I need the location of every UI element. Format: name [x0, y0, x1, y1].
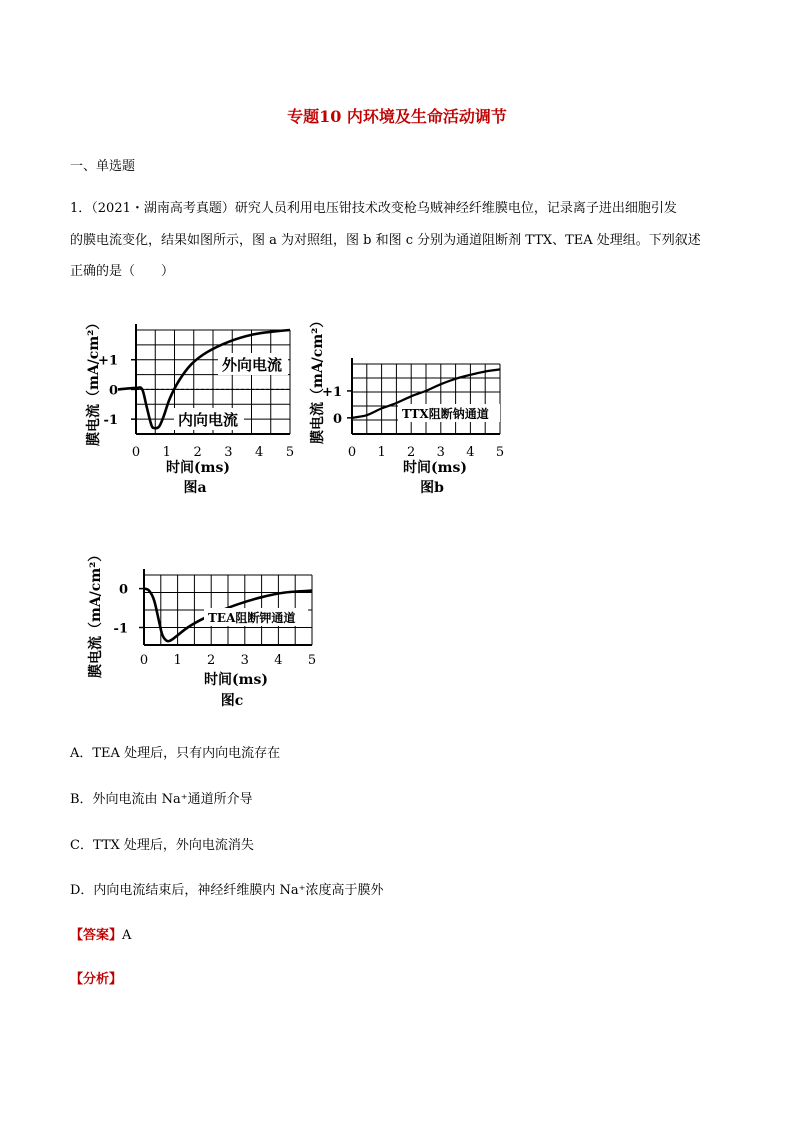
chart-a-x-tick-label: 4 [255, 445, 264, 460]
chart-c-x-tick-label: 2 [207, 653, 216, 668]
chart-b-annotation: TTX阻断钠通道 [402, 407, 489, 421]
option-d: D．内向电流结束后，神经纤维膜内 Na⁺浓度高于膜外 [70, 883, 384, 898]
chart-b-caption: 图b [420, 480, 444, 496]
chart-a-x-tick-label: 3 [224, 445, 233, 460]
chart-b-xlabel: 时间(ms) [403, 460, 467, 476]
chart-a-annotation-inward: 内向电流 [178, 411, 239, 429]
figure-panel [70, 312, 520, 732]
chart-a-x-tick-label: 0 [131, 445, 141, 460]
chart-a-y-tick-label: -1 [103, 413, 118, 429]
chart-b-grid [352, 358, 500, 434]
chart-a-x-tick-label: 5 [285, 445, 295, 460]
answer-line [70, 924, 131, 943]
question-line-3: 正确的是（ ） [70, 264, 175, 279]
chart-b-x-tick-label: 5 [495, 445, 505, 460]
option-a: A．TEA 处理后，只有内向电流存在 [70, 746, 281, 761]
chart-c-x-tick-label: 5 [307, 653, 317, 668]
answer-value: A [122, 928, 132, 943]
chart-c-y-tick-label: -1 [113, 621, 128, 637]
chart-c-y-tick-label: 0 [118, 582, 128, 598]
chart-a-caption: 图a [183, 480, 207, 496]
chart-c-x-tick-label: 1 [173, 653, 182, 668]
chart-c-annotation: TEA阻断钾通道 [208, 611, 296, 625]
chart-c-ylabel: 膜电流（mA/cm²） [88, 547, 104, 678]
analysis-label: 【分析】 [70, 972, 123, 987]
chart-b-x-tick-label: 4 [466, 445, 475, 460]
chart-c-x-tick-label: 4 [274, 653, 283, 668]
chart-c [87, 548, 316, 709]
chart-a-x-tick-label: 1 [162, 445, 171, 460]
chart-a-annotation-outward: 外向电流 [222, 356, 283, 374]
chart-c-xlabel: 时间(ms) [204, 672, 268, 688]
chart-b-x-tick-label: 0 [347, 445, 357, 460]
chart-c-x-tick-label: 0 [139, 653, 149, 668]
chart-b-ylabel: 膜电流（mA/cm²） [310, 313, 326, 444]
chart-b [309, 314, 504, 496]
chart-a-y-tick-label: +1 [98, 353, 118, 369]
chart-a-ylabel: 膜电流（mA/cm²） [86, 315, 102, 446]
chart-b-y-tick-label: 0 [332, 411, 342, 427]
chart-c-x-tick-label: 3 [240, 653, 249, 668]
chart-b-x-tick-label: 1 [377, 445, 386, 460]
section-heading: 一、单选题 [70, 159, 136, 174]
chart-a-y-tick-label: 0 [108, 383, 118, 399]
chart-a-x-tick-label: 2 [193, 445, 202, 460]
question-line-2: 的膜电流变化，结果如图所示，图 a 为对照组，图 b 和图 c 分别为通道阻断剂 TTX、TEA 处理组。下列叙述 [70, 233, 701, 248]
chart-c-caption: 图c [220, 693, 244, 709]
option-b: B．外向电流由 Na⁺通道所介导 [70, 792, 253, 807]
chart-a [85, 316, 294, 496]
chart-b-x-tick-label: 2 [407, 445, 416, 460]
answer-label: 【答案】 [70, 928, 123, 943]
chart-a-xlabel: 时间(ms) [166, 460, 230, 476]
option-c: C．TTX 处理后，外向电流消失 [70, 838, 254, 853]
chart-b-x-tick-label: 3 [436, 445, 445, 460]
question-line-1: 1．（2021・湖南高考真题）研究人员利用电压钳技术改变枪乌贼神经纤维膜电位，记录离子进出细胞引发 [70, 201, 677, 216]
page-title: 专题10 内环境及生命活动调节 [287, 107, 507, 126]
chart-b-y-tick-label: +1 [322, 384, 342, 400]
